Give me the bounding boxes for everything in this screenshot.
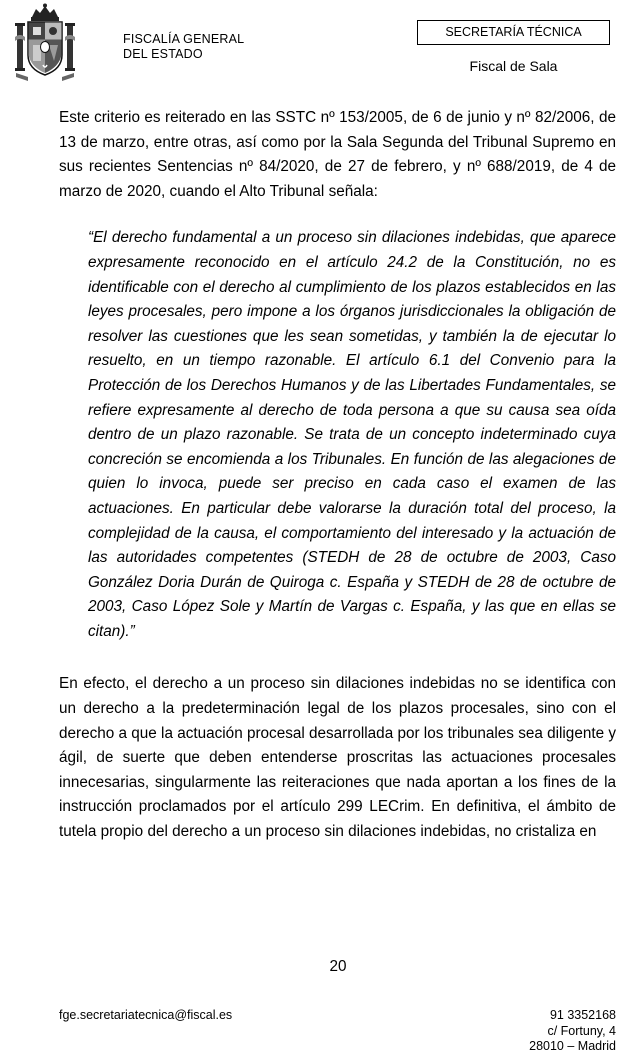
footer-phone: 91 3352168 (549, 1008, 616, 1022)
coat-of-arms-spain-icon (14, 3, 76, 83)
body-paragraph-1: Este criterio es reiterado en las SSTC nº 153/2005, de 6 de junio y nº 82/2006, de 13 de marzo, entre otras, así como por la Sala Segunda del Tribunal Supremo en sus recientes Sentencias nº 84/2020, de 27 de febrero, y nº 688/2019, de 4 de marzo de 2020, cuando el Alto Tribunal señala: (59, 109, 616, 200)
department-subtitle: Fiscal de Sala (469, 58, 558, 74)
body-paragraph-2: En efecto, el derecho a un proceso sin dilaciones indebidas no se identifica con un derecho a la predeterminación legal de los plazos procesales, sino con el derecho a que la actuación procesal desarrollada por los tribunales sea diligente y ágil, de suerte que deben entenderse proscritas las actuaciones procesales innecesarias, singularmente las reiteraciones que nada aportan a los fines de la instrucción proclamados por el artículo 299 LECrim. En definitiva, el ámbito de tutela propio del derecho a un proceso sin dilaciones indebidas, no cristaliza en (59, 675, 616, 841)
footer-street: c/ Fortuny, 4 (547, 1023, 616, 1038)
footer-address (529, 1008, 616, 1055)
page-number: 20 (329, 958, 347, 975)
footer-email: fge.secretariatecnica@fiscal.es (59, 1008, 233, 1022)
organization-name-line2: DEL ESTADO (123, 47, 203, 61)
organization-name (123, 32, 244, 62)
footer-city: 28010 – Madrid (529, 1039, 616, 1053)
document-body (59, 106, 616, 845)
quoted-jurisprudence: “El derecho fundamental a un proceso sin dilaciones indebidas, que aparece expresamente reconocido en el artículo 24.2 de la Constitución, no es identificable con el derecho al cumplimiento de los plazos establecidos en las leyes procesales, pero impone a los órganos jurisdiccionales la obligación de resolver las cuestiones que les sean sometidas, y también la de ejecutar lo resuelto, en un tiempo razonable. El artículo 6.1 del Convenio para la Protección de los Derechos Humanos y de las Libertades Fundamentales, se refiere expresamente al derecho de toda persona a que su causa sea oída dentro de un plazo razonable. Se trata de un concepto indeterminado cuya concreción se encomienda a los Tribunales. En función de las alegaciones de quien lo invoca, puede ser preciso en cada caso el examen de las actuaciones. En particular debe valorarse la duración total del proceso, la complejidad de la causa, el comportamiento del interesado y la actuación de las autoridades competentes (STEDH de 28 de octubre de 2003, Caso González Doria Durán de Quiroga c. España y STEDH de 28 de octubre de 2003, Caso López Sole y Martín de Vargas c. España, y las que en ellas se citan).” (88, 229, 616, 640)
department-box: SECRETARÍA TÉCNICA (417, 20, 610, 45)
organization-name-line1: FISCALÍA GENERAL (123, 32, 245, 46)
page-header (0, 0, 638, 90)
